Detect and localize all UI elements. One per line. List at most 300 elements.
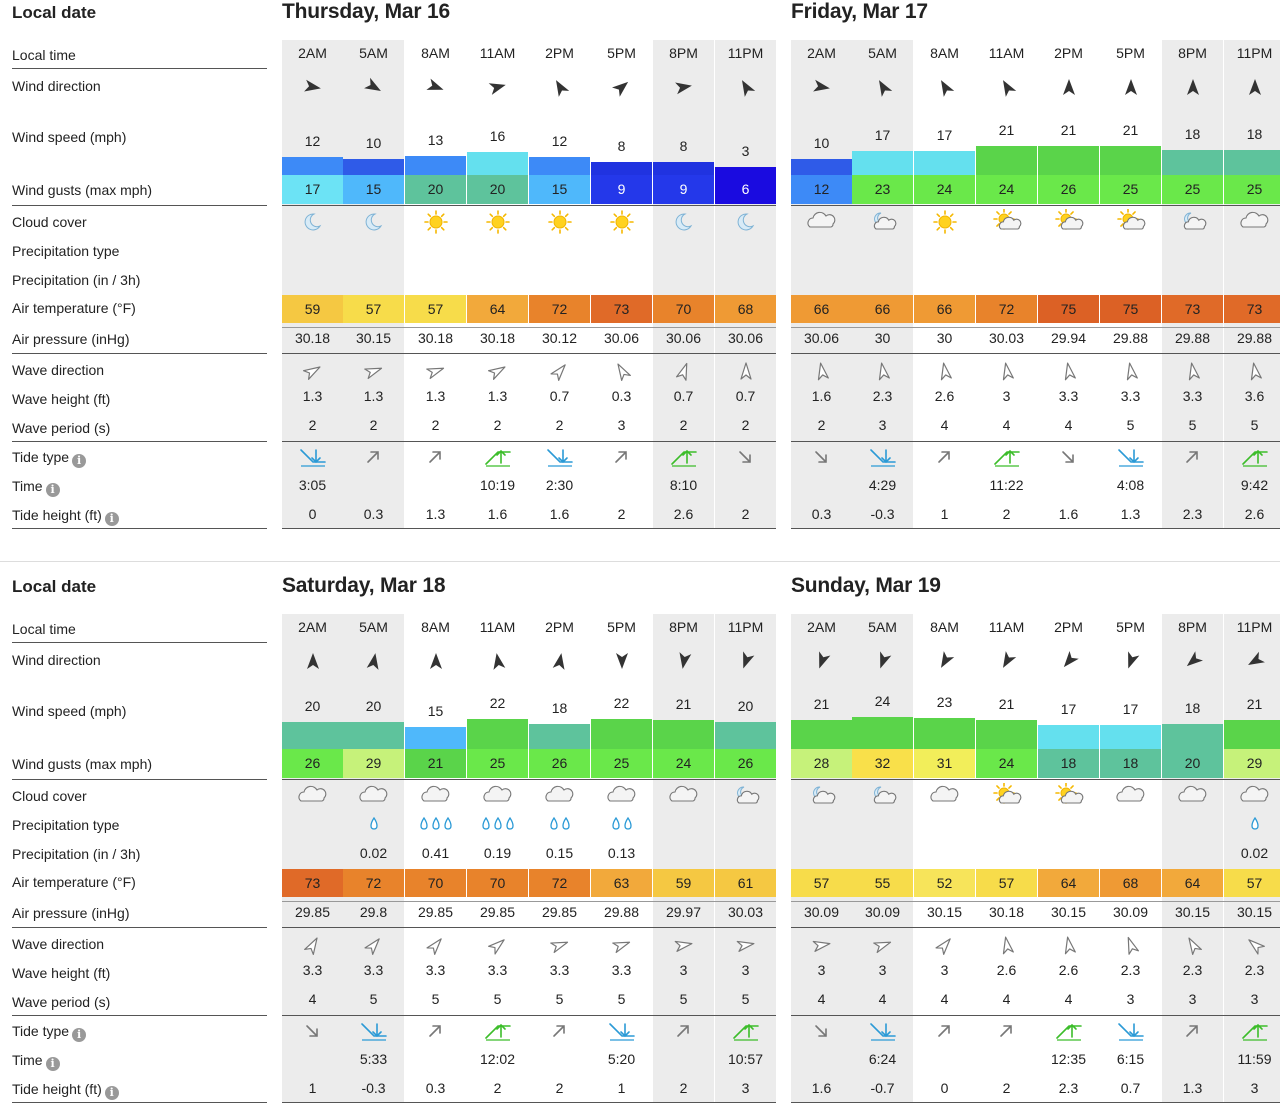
time-label: 11AM: [479, 45, 516, 61]
row-label-precipitation-type: [12, 242, 268, 260]
row-label-text: Tide type: [12, 449, 70, 465]
time-label: 8PM: [1178, 619, 1207, 635]
tide-type-cell: [282, 446, 343, 473]
wind-speed-bar: [715, 167, 776, 175]
row-label-wave-period: [12, 419, 268, 437]
air-temperature-value: 75: [1038, 295, 1099, 323]
row-divider: [791, 327, 1280, 328]
wave-height-value: 2.3: [872, 388, 893, 404]
row-label-wind-gusts: [12, 181, 268, 199]
forecast-column: [591, 0, 652, 530]
wind-direction-arrow-icon: [997, 77, 1017, 97]
row-label-text: Local time: [12, 47, 76, 63]
wave-period-value: 3: [1126, 991, 1135, 1007]
wind-direction-arrow-icon: [488, 651, 508, 671]
wave-direction-arrow-icon: [303, 361, 323, 381]
air-temperature-value: 75: [1100, 295, 1161, 323]
time-label: 11PM: [1236, 619, 1273, 635]
cloud-cover-cell: [653, 209, 714, 240]
tide-rising-icon: [421, 446, 451, 468]
tide-time-value: 11:22: [989, 477, 1024, 493]
wave-period-value: 2: [308, 417, 317, 433]
wave-direction-cell: [591, 361, 652, 386]
forecast-column: [715, 574, 776, 1104]
row-label-wave-height: [12, 390, 268, 408]
wind-direction-cell: [405, 77, 466, 102]
tide-height-value: 3: [741, 1080, 750, 1096]
wave-direction-arrow-icon: [364, 361, 384, 381]
row-label-text: Tide type: [12, 1023, 70, 1039]
info-icon[interactable]: i: [105, 1086, 119, 1100]
air-temperature-value: 57: [405, 295, 466, 323]
wave-direction-cell: [1224, 361, 1280, 386]
air-temperature-value: 57: [976, 869, 1037, 897]
wave-height-value: 3.3: [611, 962, 632, 978]
wind-speed-value: 24: [874, 693, 891, 709]
row-label-air-temperature: [12, 873, 268, 891]
wave-direction-arrow-icon: [1121, 935, 1141, 955]
wind-direction-cell: [1224, 651, 1280, 676]
tide-type-cell: [1162, 446, 1223, 473]
tide-height-value: 2.6: [673, 506, 694, 522]
air-temperature-value: 70: [405, 869, 466, 897]
cloud-icon: [483, 783, 513, 809]
row-label-text: Air temperature (°F): [12, 300, 136, 316]
info-icon[interactable]: i: [72, 454, 86, 468]
tide-type-cell: [529, 1020, 590, 1047]
forecast-column: [1162, 0, 1223, 530]
precipitation-type-cell: [529, 815, 590, 838]
wind-gust-value: 12: [791, 175, 852, 204]
wind-direction-cell: [791, 651, 852, 676]
time-label: 8PM: [669, 45, 698, 61]
wind-speed-bar: [405, 727, 466, 749]
wind-direction-cell: [1100, 651, 1161, 676]
wind-direction-cell: [467, 77, 528, 102]
air-temperature-value: 73: [1224, 295, 1280, 323]
row-label-tide-type: [12, 448, 268, 468]
tide-type-cell: [715, 446, 776, 473]
time-label: 2AM: [298, 619, 327, 635]
cloud-cover-cell: [529, 209, 590, 240]
tide-falling-icon: [298, 1020, 328, 1042]
air-temperature-value: 72: [976, 295, 1037, 323]
row-label-local-date: [12, 4, 268, 22]
row-label-text: Time: [12, 1052, 43, 1068]
tide-height-value: 0.3: [425, 1080, 446, 1096]
forecast-column: [282, 0, 343, 530]
cloud-icon: [1240, 783, 1270, 809]
forecast-column: [591, 574, 652, 1104]
wave-height-value: 3: [817, 962, 826, 978]
forecast-column: [976, 0, 1037, 530]
wind-direction-arrow-icon: [873, 77, 893, 97]
precipitation-value: 0.02: [1240, 845, 1269, 861]
tide-high-icon: [1240, 1020, 1270, 1042]
wind-speed-bar: [852, 151, 913, 175]
wind-direction-cell: [282, 77, 343, 102]
row-divider: [791, 205, 1280, 206]
day-2: [791, 0, 1280, 530]
tide-low-icon: [298, 446, 328, 468]
time-label: 8AM: [930, 45, 959, 61]
tide-height-value: 1.3: [1182, 1080, 1203, 1096]
cloud-cover-cell: [852, 209, 913, 240]
wind-direction-arrow-icon: [488, 77, 508, 97]
moon-icon: [298, 209, 328, 235]
suncloud-icon: [1054, 209, 1084, 235]
row-label-wind-speed: [12, 702, 268, 720]
wave-period-value: 5: [369, 991, 378, 1007]
wind-gust-value: 29: [1224, 749, 1280, 778]
time-label: 5AM: [868, 45, 897, 61]
wind-direction-cell: [1162, 651, 1223, 676]
row-label-text: Precipitation (in / 3h): [12, 846, 141, 862]
wave-direction-arrow-icon: [674, 361, 694, 381]
tide-height-value: 0.7: [1120, 1080, 1141, 1096]
tide-type-cell: [1224, 446, 1280, 473]
cloud-cover-cell: [282, 209, 343, 240]
tide-time-value: 11:59: [1237, 1051, 1272, 1067]
tide-type-cell: [1038, 446, 1099, 473]
tide-time-value: 4:08: [1116, 477, 1145, 493]
row-divider: [791, 441, 1280, 442]
time-label: 8PM: [1178, 45, 1207, 61]
row-separator: [12, 68, 267, 69]
wind-direction-arrow-icon: [1121, 651, 1141, 671]
time-label: 5AM: [359, 619, 388, 635]
suncloud-icon: [992, 783, 1022, 809]
cloud-icon: [421, 783, 451, 809]
wind-speed-bar: [282, 722, 343, 749]
tide-type-cell: [914, 1020, 975, 1047]
day-4: [791, 574, 1280, 1104]
tide-type-cell: [1038, 1020, 1099, 1047]
wind-gust-value: 20: [1162, 749, 1223, 778]
tide-rising-icon: [669, 1020, 699, 1042]
wind-direction-cell: [791, 77, 852, 102]
suncloud-icon: [992, 209, 1022, 235]
wind-speed-bar: [529, 157, 590, 175]
wave-direction-cell: [529, 361, 590, 386]
tide-type-cell: [405, 1020, 466, 1047]
wave-direction-arrow-icon: [550, 935, 570, 955]
air-pressure-value: 30.15: [1236, 904, 1273, 920]
row-separator: [12, 528, 267, 529]
row-divider: [791, 779, 1280, 780]
cloud-cover-cell: [343, 209, 404, 240]
wave-period-value: 4: [817, 991, 826, 1007]
wave-direction-cell: [653, 361, 714, 386]
wave-period-value: 5: [1188, 417, 1197, 433]
wind-direction-arrow-icon: [426, 77, 446, 97]
tide-time-value: 12:35: [1050, 1051, 1087, 1067]
row-label-text: Local date: [12, 3, 97, 22]
info-icon[interactable]: i: [46, 1057, 60, 1071]
wave-direction-cell: [591, 935, 652, 960]
row-label-tide-height: [12, 1080, 268, 1100]
tide-type-cell: [715, 1020, 776, 1047]
wind-direction-cell: [282, 651, 343, 676]
wave-direction-cell: [1162, 361, 1223, 386]
tide-height-value: 1.6: [549, 506, 570, 522]
time-label: 5PM: [607, 619, 636, 635]
wave-direction-cell: [852, 935, 913, 960]
forecast-column: [1038, 574, 1099, 1104]
wave-height-value: 3.3: [1058, 388, 1079, 404]
tide-type-cell: [976, 1020, 1037, 1047]
wind-gust-value: 6: [715, 175, 776, 204]
tide-rising-icon: [930, 1020, 960, 1042]
tide-time-value: 10:57: [727, 1051, 764, 1067]
wave-period-value: 5: [1250, 417, 1259, 433]
cloud-cover-cell: [405, 783, 466, 814]
forecast-column: [529, 0, 590, 530]
wave-period-value: 2: [369, 417, 378, 433]
tide-type-cell: [791, 1020, 852, 1047]
moon-icon: [669, 209, 699, 235]
time-label: 11PM: [727, 619, 764, 635]
wind-direction-arrow-icon: [1245, 651, 1265, 671]
wave-period-value: 5: [741, 991, 750, 1007]
forecast-column: [852, 0, 913, 530]
tide-height-value: 1.3: [1120, 506, 1141, 522]
wind-direction-cell: [467, 651, 528, 676]
wind-speed-value: 18: [551, 700, 568, 716]
air-pressure-value: 30.03: [988, 330, 1025, 346]
cloud-cover-cell: [282, 783, 343, 814]
row-label-local-time: [12, 620, 268, 638]
forecast-column: [467, 0, 528, 530]
suncloud-icon: [1116, 209, 1146, 235]
tide-height-value: 2: [617, 506, 626, 522]
row-separator: [12, 205, 267, 206]
forecast-column: [791, 574, 852, 1104]
tide-rising-icon: [607, 446, 637, 468]
tide-rising-icon: [359, 446, 389, 468]
row-label-text: Wave height (ft): [12, 391, 111, 407]
tide-height-value: 1: [617, 1080, 626, 1096]
rain-drop-icon: [604, 815, 640, 833]
wind-direction-cell: [653, 77, 714, 102]
wave-height-value: 2.3: [1244, 962, 1265, 978]
wind-speed-value: 12: [551, 133, 568, 149]
row-label-text: Wind direction: [12, 652, 101, 668]
wind-speed-bar: [1038, 146, 1099, 175]
cloud-cover-cell: [715, 209, 776, 240]
air-temperature-value: 72: [529, 295, 590, 323]
wave-period-value: 2: [741, 417, 750, 433]
wave-height-value: 0.7: [549, 388, 570, 404]
time-label: 8AM: [421, 45, 450, 61]
forecast-column: [715, 0, 776, 530]
wind-direction-cell: [405, 651, 466, 676]
precipitation-type-cell: [1224, 815, 1280, 838]
wind-speed-bar: [343, 722, 404, 749]
tide-low-icon: [868, 446, 898, 468]
row-separator: [12, 642, 267, 643]
air-pressure-value: 30.15: [926, 904, 963, 920]
tide-height-value: -0.3: [870, 506, 895, 522]
wave-direction-cell: [976, 361, 1037, 386]
row-label-text: Air pressure (inHg): [12, 905, 130, 921]
info-icon[interactable]: i: [105, 512, 119, 526]
time-label: 11PM: [1236, 45, 1273, 61]
time-label: 11PM: [727, 45, 764, 61]
wind-direction-arrow-icon: [997, 651, 1017, 671]
row-label-text: Time: [12, 478, 43, 494]
wave-height-value: 2.6: [996, 962, 1017, 978]
wind-gust-value: 25: [1162, 175, 1223, 204]
tide-type-cell: [343, 1020, 404, 1047]
air-temperature-value: 73: [282, 869, 343, 897]
row-label-text: Wave period (s): [12, 994, 111, 1010]
wind-gust-value: 25: [467, 749, 528, 778]
tide-height-value: 2: [493, 1080, 502, 1096]
air-pressure-value: 29.97: [665, 904, 702, 920]
air-temperature-value: 64: [1162, 869, 1223, 897]
tide-high-icon: [669, 446, 699, 468]
air-pressure-value: 30.18: [294, 330, 331, 346]
forecast-column: [1100, 574, 1161, 1104]
row-label-wind-gusts: [12, 755, 268, 773]
wave-height-value: 1.6: [811, 388, 832, 404]
air-pressure-value: 30.15: [355, 330, 392, 346]
wave-direction-cell: [715, 361, 776, 386]
tide-rising-icon: [421, 1020, 451, 1042]
precipitation-value: 0.19: [483, 845, 512, 861]
tide-type-cell: [591, 446, 652, 473]
wind-speed-value: 20: [365, 698, 382, 714]
wave-direction-arrow-icon: [736, 935, 756, 955]
moon-icon: [359, 209, 389, 235]
wind-speed-value: 21: [998, 696, 1015, 712]
cloud-cover-cell: [1038, 783, 1099, 814]
wind-direction-cell: [343, 77, 404, 102]
air-pressure-value: 30.18: [479, 330, 516, 346]
tide-type-cell: [653, 446, 714, 473]
info-icon[interactable]: i: [72, 1028, 86, 1042]
cloud-cover-cell: [976, 783, 1037, 814]
tide-height-value: 0: [308, 506, 317, 522]
row-label-wave-direction: [12, 361, 268, 379]
wave-height-value: 2.3: [1182, 962, 1203, 978]
tide-high-icon: [483, 446, 513, 468]
wind-direction-arrow-icon: [1059, 77, 1079, 97]
wind-speed-value: 18: [1184, 700, 1201, 716]
wave-period-value: 5: [1126, 417, 1135, 433]
air-temperature-value: 66: [852, 295, 913, 323]
cloud-icon: [930, 783, 960, 809]
cloud-icon: [545, 783, 575, 809]
air-temperature-value: 73: [591, 295, 652, 323]
wind-direction-arrow-icon: [550, 77, 570, 97]
forecast-block-1: [0, 0, 1280, 532]
tide-high-icon: [731, 1020, 761, 1042]
tide-time-value: 5:33: [359, 1051, 388, 1067]
wind-gust-value: 25: [591, 749, 652, 778]
row-divider: [791, 927, 1280, 928]
info-icon[interactable]: i: [46, 483, 60, 497]
cloud-cover-cell: [529, 783, 590, 814]
air-pressure-value: 30.09: [803, 904, 840, 920]
wave-height-value: 3.3: [1120, 388, 1141, 404]
row-label-text: Precipitation (in / 3h): [12, 272, 141, 288]
air-temperature-value: 52: [914, 869, 975, 897]
wind-gust-value: 29: [343, 749, 404, 778]
wind-direction-cell: [1100, 77, 1161, 102]
tide-type-cell: [791, 446, 852, 473]
wave-direction-arrow-icon: [812, 361, 832, 381]
air-temperature-value: 55: [852, 869, 913, 897]
wave-direction-arrow-icon: [736, 361, 756, 381]
air-pressure-value: 30.15: [1174, 904, 1211, 920]
row-separator: [12, 441, 267, 442]
air-temperature-value: 72: [343, 869, 404, 897]
wind-direction-cell: [914, 77, 975, 102]
wind-speed-bar: [343, 159, 404, 175]
wind-gust-value: 20: [405, 175, 466, 204]
tide-falling-icon: [807, 1020, 837, 1042]
wind-speed-value: 21: [998, 122, 1015, 138]
air-temperature-value: 66: [914, 295, 975, 323]
mooncloud-icon: [868, 783, 898, 809]
tide-height-value: 1: [940, 506, 949, 522]
wave-direction-arrow-icon: [1059, 935, 1079, 955]
tide-height-value: 0.3: [363, 506, 384, 522]
air-temperature-value: 64: [1038, 869, 1099, 897]
row-separator: [12, 353, 267, 354]
wind-gust-value: 18: [1100, 749, 1161, 778]
wave-period-value: 5: [617, 991, 626, 1007]
air-pressure-value: 29.8: [359, 904, 388, 920]
wind-gust-value: 9: [591, 175, 652, 204]
wave-period-value: 2: [817, 417, 826, 433]
tide-low-icon: [359, 1020, 389, 1042]
wind-direction-cell: [1038, 77, 1099, 102]
tide-height-value: 1.3: [425, 506, 446, 522]
wave-direction-arrow-icon: [1059, 361, 1079, 381]
time-label: 2PM: [545, 45, 574, 61]
row-divider: [282, 441, 776, 442]
wave-direction-arrow-icon: [612, 361, 632, 381]
mooncloud-icon: [1178, 209, 1208, 235]
row-label-text: Tide height (ft): [12, 507, 102, 523]
wave-height-value: 0.3: [611, 388, 632, 404]
wind-speed-value: 12: [304, 133, 321, 149]
tide-falling-icon: [731, 446, 761, 468]
forecast-column: [1100, 0, 1161, 530]
day-1: [282, 0, 776, 530]
tide-low-icon: [1116, 1020, 1146, 1042]
forecast-column: [653, 0, 714, 530]
wind-speed-value: 23: [936, 694, 953, 710]
wave-period-value: 4: [940, 991, 949, 1007]
wind-speed-bar: [976, 146, 1037, 175]
wave-period-value: 4: [308, 991, 317, 1007]
wave-height-value: 0.7: [735, 388, 756, 404]
row-divider: [282, 528, 776, 529]
wind-direction-arrow-icon: [812, 651, 832, 671]
wind-speed-value: 10: [365, 135, 382, 151]
row-label-cloud-cover: [12, 787, 268, 805]
row-label-air-pressure: [12, 330, 268, 348]
wave-direction-cell: [467, 361, 528, 386]
precipitation-value: 0.02: [359, 845, 388, 861]
wind-speed-bar: [405, 156, 466, 175]
wind-direction-cell: [914, 651, 975, 676]
cloud-cover-cell: [467, 209, 528, 240]
